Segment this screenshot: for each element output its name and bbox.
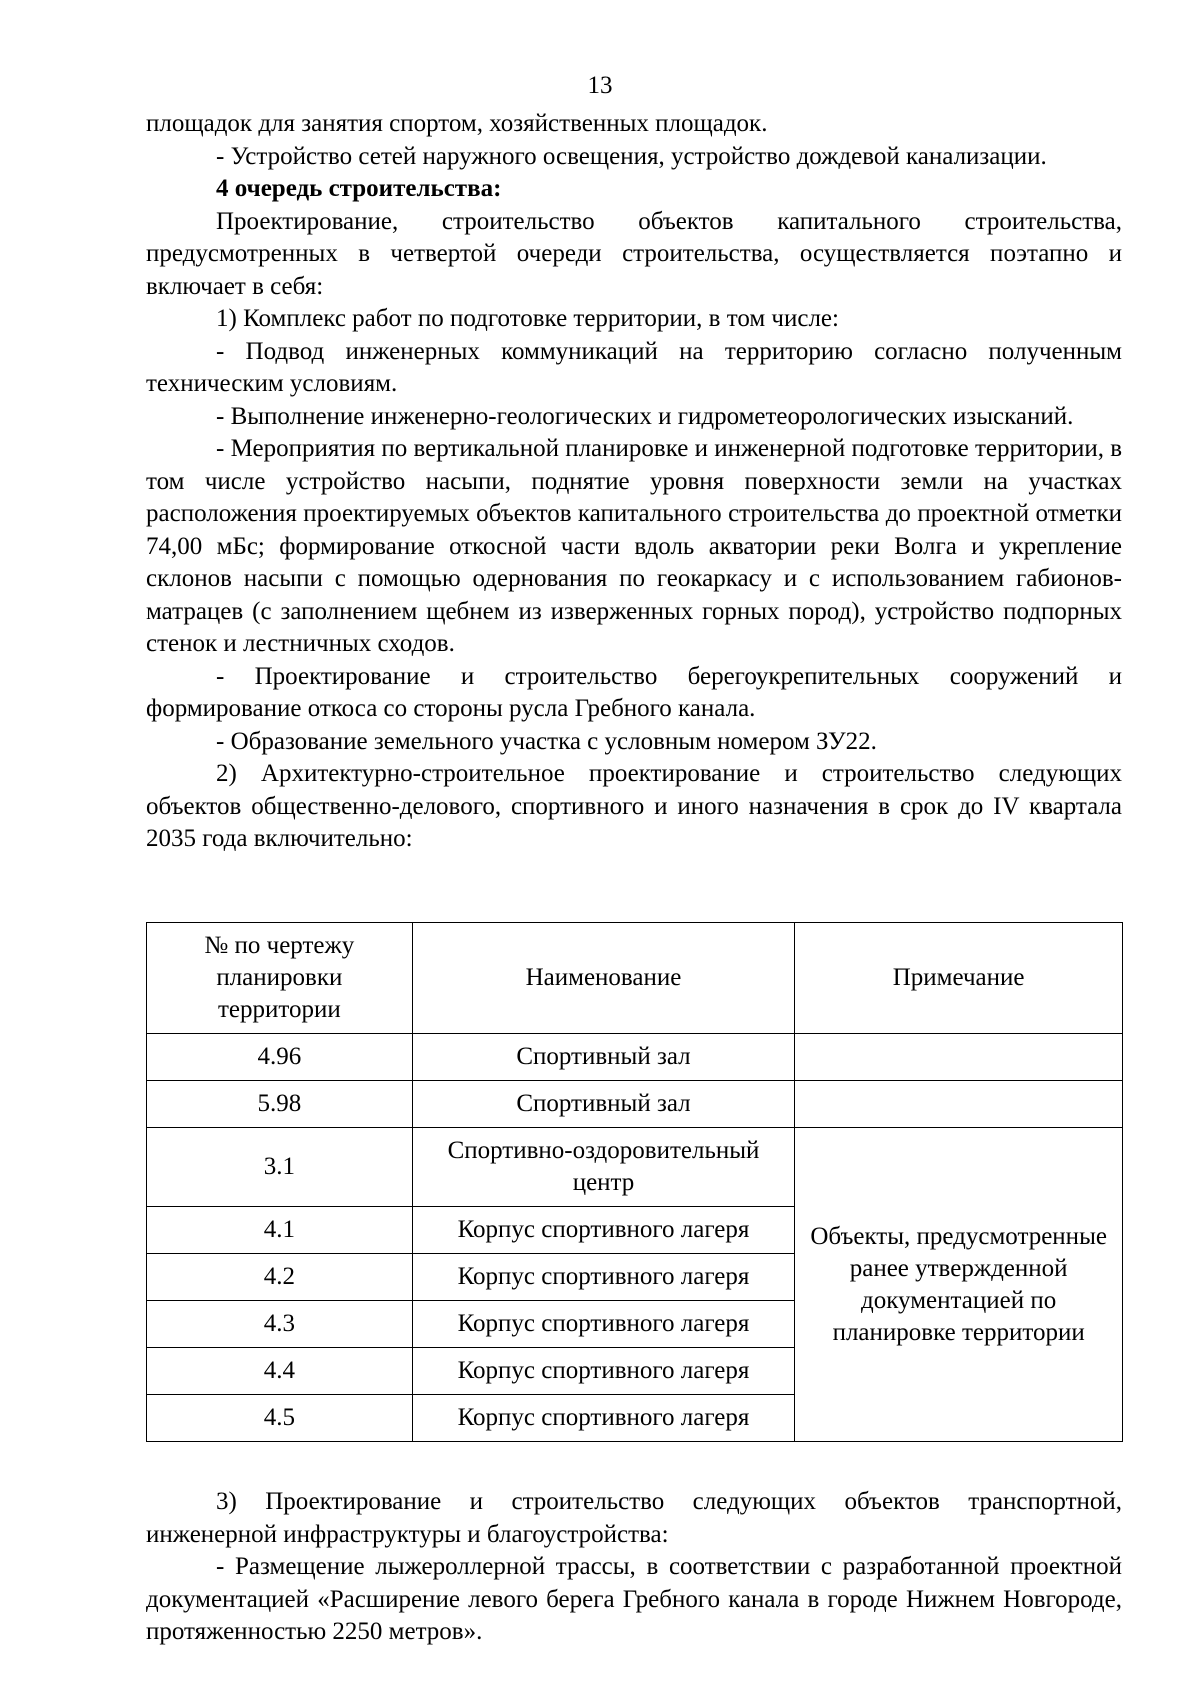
cell-number: 4.4 [147, 1348, 413, 1395]
paragraph: 1) Комплекс работ по подготовке территории, в том числе: [216, 305, 839, 332]
paragraph: - Размещение лыжероллерной трассы, в соответствии с разработанной проектной документацией «Расширение левого берега Гребного канала в городе Нижнем Новгороде, протяженностью 2250 метров». [146, 1553, 1122, 1645]
section-heading: 4 очередь строительства: [216, 175, 502, 202]
page-number: 13 [587, 72, 613, 99]
paragraph: - Проектирование и строительство берегоукрепительных сооружений и формирование откоса со стороны русла Гребного канала. [146, 662, 1122, 722]
paragraph: - Подвод инженерных коммуникаций на территорию согласно полученным техническим условиям. [146, 337, 1122, 397]
cell-number: 4.96 [147, 1034, 413, 1081]
cell-name: Корпус спортивного лагеря [412, 1395, 795, 1442]
cell-number: 3.1 [147, 1128, 413, 1207]
cell-name: Корпус спортивного лагеря [412, 1348, 795, 1395]
cell-number: 4.1 [147, 1207, 413, 1254]
cell-note-empty [795, 1081, 1123, 1128]
header-cell-note: Примечание [795, 923, 1123, 1034]
paragraph: - Устройство сетей наружного освещения, устройство дождевой канализации. [216, 142, 1047, 170]
cell-name: Корпус спортивного лагеря [412, 1301, 795, 1348]
cell-merged-note: Объекты, предусмотренные ранее утвержденной документацией по планировке территории [795, 1128, 1123, 1442]
body-text-top [146, 108, 1122, 856]
cell-number: 4.2 [147, 1254, 413, 1301]
body-text-bottom [146, 1486, 1122, 1649]
table-header-row [147, 923, 1123, 1034]
table-row [147, 1128, 1123, 1207]
header-cell-number: № по чертежу планировки территории [147, 923, 413, 1034]
cell-name: Корпус спортивного лагеря [412, 1254, 795, 1301]
cell-number: 4.3 [147, 1301, 413, 1348]
objects-table [146, 922, 1123, 1442]
paragraph: - Выполнение инженерно-геологических и гидрометеорологических изысканий. [216, 402, 1074, 430]
cell-name: Спортивный зал [412, 1034, 795, 1081]
cell-number: 5.98 [147, 1081, 413, 1128]
table-row [147, 1034, 1123, 1081]
paragraph: - Мероприятия по вертикальной планировке и инженерной подготовке территории, в том числе устройство насыпи, поднятие уровня поверхности земли на участках расположения проектируемых объектов капитального строительства до проектной отметки 74,00 мБс; формирование откосной части вдоль акватории реки Волга и укрепление склонов насыпи с помощью одернования по геокаркасу и с использованием габионов-матрацев (с заполнением щебнем из изверженных горных пород), устройство подпорных стенок и лестничных сходов. [146, 435, 1123, 657]
table-row [147, 1081, 1123, 1128]
paragraph: Проектирование, строительство объектов капитального строительства, предусмотренных в четвертой очереди строительства, осуществляется поэтапно и включает в себя: [146, 207, 1122, 300]
paragraph: 2) Архитектурно-строительное проектирование и строительство следующих объектов общественно-делового, спортивного и иного назначения в срок до IV квартала 2035 года включительно: [146, 760, 1122, 852]
cell-number: 4.5 [147, 1395, 413, 1442]
cell-note-empty [795, 1034, 1123, 1081]
cell-name: Корпус спортивного лагеря [412, 1207, 795, 1254]
paragraph: площадок для занятия спортом, хозяйственных площадок. [146, 110, 768, 137]
cell-name: Спортивный зал [412, 1081, 795, 1128]
cell-name: Спортивно-оздоровительный центр [412, 1128, 795, 1207]
paragraph: 3) Проектирование и строительство следующих объектов транспортной, инженерной инфраструктуры и благоустройства: [146, 1488, 1122, 1548]
paragraph: - Образование земельного участка с условным номером ЗУ22. [216, 727, 877, 755]
header-cell-name: Наименование [412, 923, 795, 1034]
